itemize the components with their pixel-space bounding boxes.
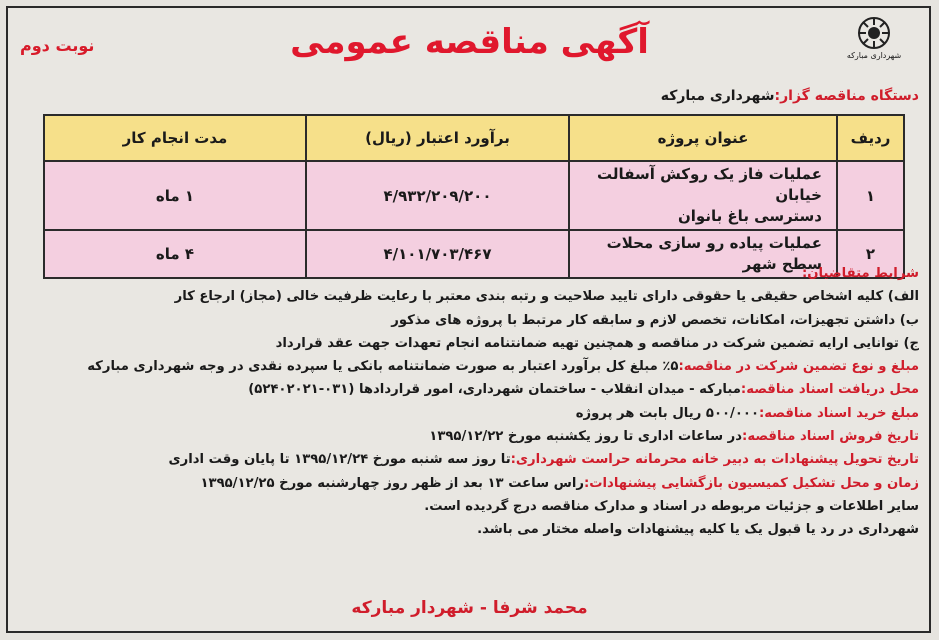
detail-value: ۵۰۰/۰۰۰ ریال بابت هر پروژه — [575, 405, 760, 421]
logo-caption: شهرداری مبارکه — [846, 51, 902, 60]
tender-table — [43, 114, 905, 279]
table-header-row — [44, 115, 904, 161]
notice-body — [19, 262, 919, 542]
project-title-line2: دسترسی باغ بانوان — [677, 207, 822, 225]
budget-value: ۴/۱۰۱/۷۰۳/۴۶۷ — [306, 230, 569, 278]
condition-b: ب) داشتن تجهیزات، امکانات، تخصص لازم و سابقه کار مرتبط با پروژه های مذکور — [391, 312, 919, 328]
budget-value: ۴/۹۳۲/۲۰۹/۲۰۰ — [306, 161, 569, 230]
detail-value: راس ساعت ۱۳ بعد از ظهر روز چهارشنبه مورخ ۱۳۹۵/۱۲/۲۵ — [200, 475, 584, 491]
project-title-line1: عملیات فاز یک روکش آسفالت خیابان — [597, 165, 822, 204]
header-row-no: ردیف — [837, 115, 904, 161]
duration-value: ۱ ماه — [44, 161, 306, 230]
table-row — [44, 161, 904, 230]
project-title — [569, 161, 837, 230]
signature: محمد شرفا - شهردار مبارکه — [351, 598, 588, 618]
condition-a: الف) کلیه اشخاص حقیقی یا حقوقی دارای تایید صلاحیت و رتبه بندی معتبر با رعایت ظرفیت خالی (مجاز) ارجاع کار — [174, 289, 919, 305]
issuer-line — [661, 88, 919, 104]
detail-label: تاریخ تحویل پیشنهادات به دبیر خانه محرمانه حراست شهرداری: — [510, 452, 919, 468]
row-number: ۲ — [837, 230, 904, 278]
detail-value: تا روز سه شنبه مورخ ۱۳۹۵/۱۲/۲۴ تا پایان وقت اداری — [168, 452, 511, 468]
duration-value: ۴ ماه — [44, 230, 306, 278]
note-rights: شهرداری در رد یا قبول یک یا کلیه پیشنهادات واصله مختار می باشد. — [477, 522, 919, 538]
header-project-title: عنوان پروژه — [569, 115, 837, 161]
project-title-line1: عملیات پیاده رو سازی محلات سطح شهر — [606, 234, 822, 273]
issuer-label: دستگاه مناقصه گزار: — [774, 88, 919, 104]
notice-title: آگهی مناقصه عمومی — [290, 22, 649, 62]
detail-value: مبارکه - میدان انقلاب - ساختمان شهرداری، امور قراردادها (۰۳۱-۵۲۴۰۲۰۲۱) — [248, 382, 741, 398]
note-documents: سایر اطلاعات و جزئیات مربوطه در اسناد و مدارک مناقصه درج گردیده است. — [424, 498, 919, 514]
row-number: ۱ — [837, 161, 904, 230]
detail-document-price — [19, 402, 919, 425]
detail-label: مبلغ خرید اسناد مناقصه: — [759, 405, 919, 421]
detail-label: محل دریافت اسناد مناقصه: — [740, 382, 919, 398]
header-budget: برآورد اعتبار (ریال) — [306, 115, 569, 161]
detail-submission-date — [19, 448, 919, 471]
issuer-value: شهرداری مبارکه — [660, 88, 775, 104]
header-duration: مدت انجام کار — [44, 115, 306, 161]
detail-value: در ساعات اداری تا روز یکشنبه مورخ ۱۳۹۵/۱۲/۲۲ — [429, 429, 743, 445]
detail-value: ۵٪ مبلغ کل برآورد اعتبار به صورت ضمانتنامه بانکی یا سپرده نقدی در وجه شهرداری مبارکه — [87, 359, 679, 375]
conditions-heading: شرایط متقاضیان: — [802, 266, 919, 281]
detail-sale-date — [19, 425, 919, 448]
condition-c: ج) توانایی ارایه تضمین شرکت در مناقصه و همچنین تهیه ضمانتنامه انجام تعهدات جهت عقد قرارداد — [275, 335, 919, 351]
detail-label: مبلغ و نوع تضمین شرکت در مناقصه: — [678, 359, 919, 375]
publication-round: نوبت دوم — [20, 36, 95, 55]
detail-label: زمان و محل تشکیل کمیسیون بازگشایی پیشنهادات: — [584, 475, 919, 491]
detail-label: تاریخ فروش اسناد مناقصه: — [742, 429, 919, 445]
detail-guarantee — [19, 355, 919, 378]
detail-document-location — [19, 378, 919, 401]
detail-opening-session — [19, 472, 919, 495]
